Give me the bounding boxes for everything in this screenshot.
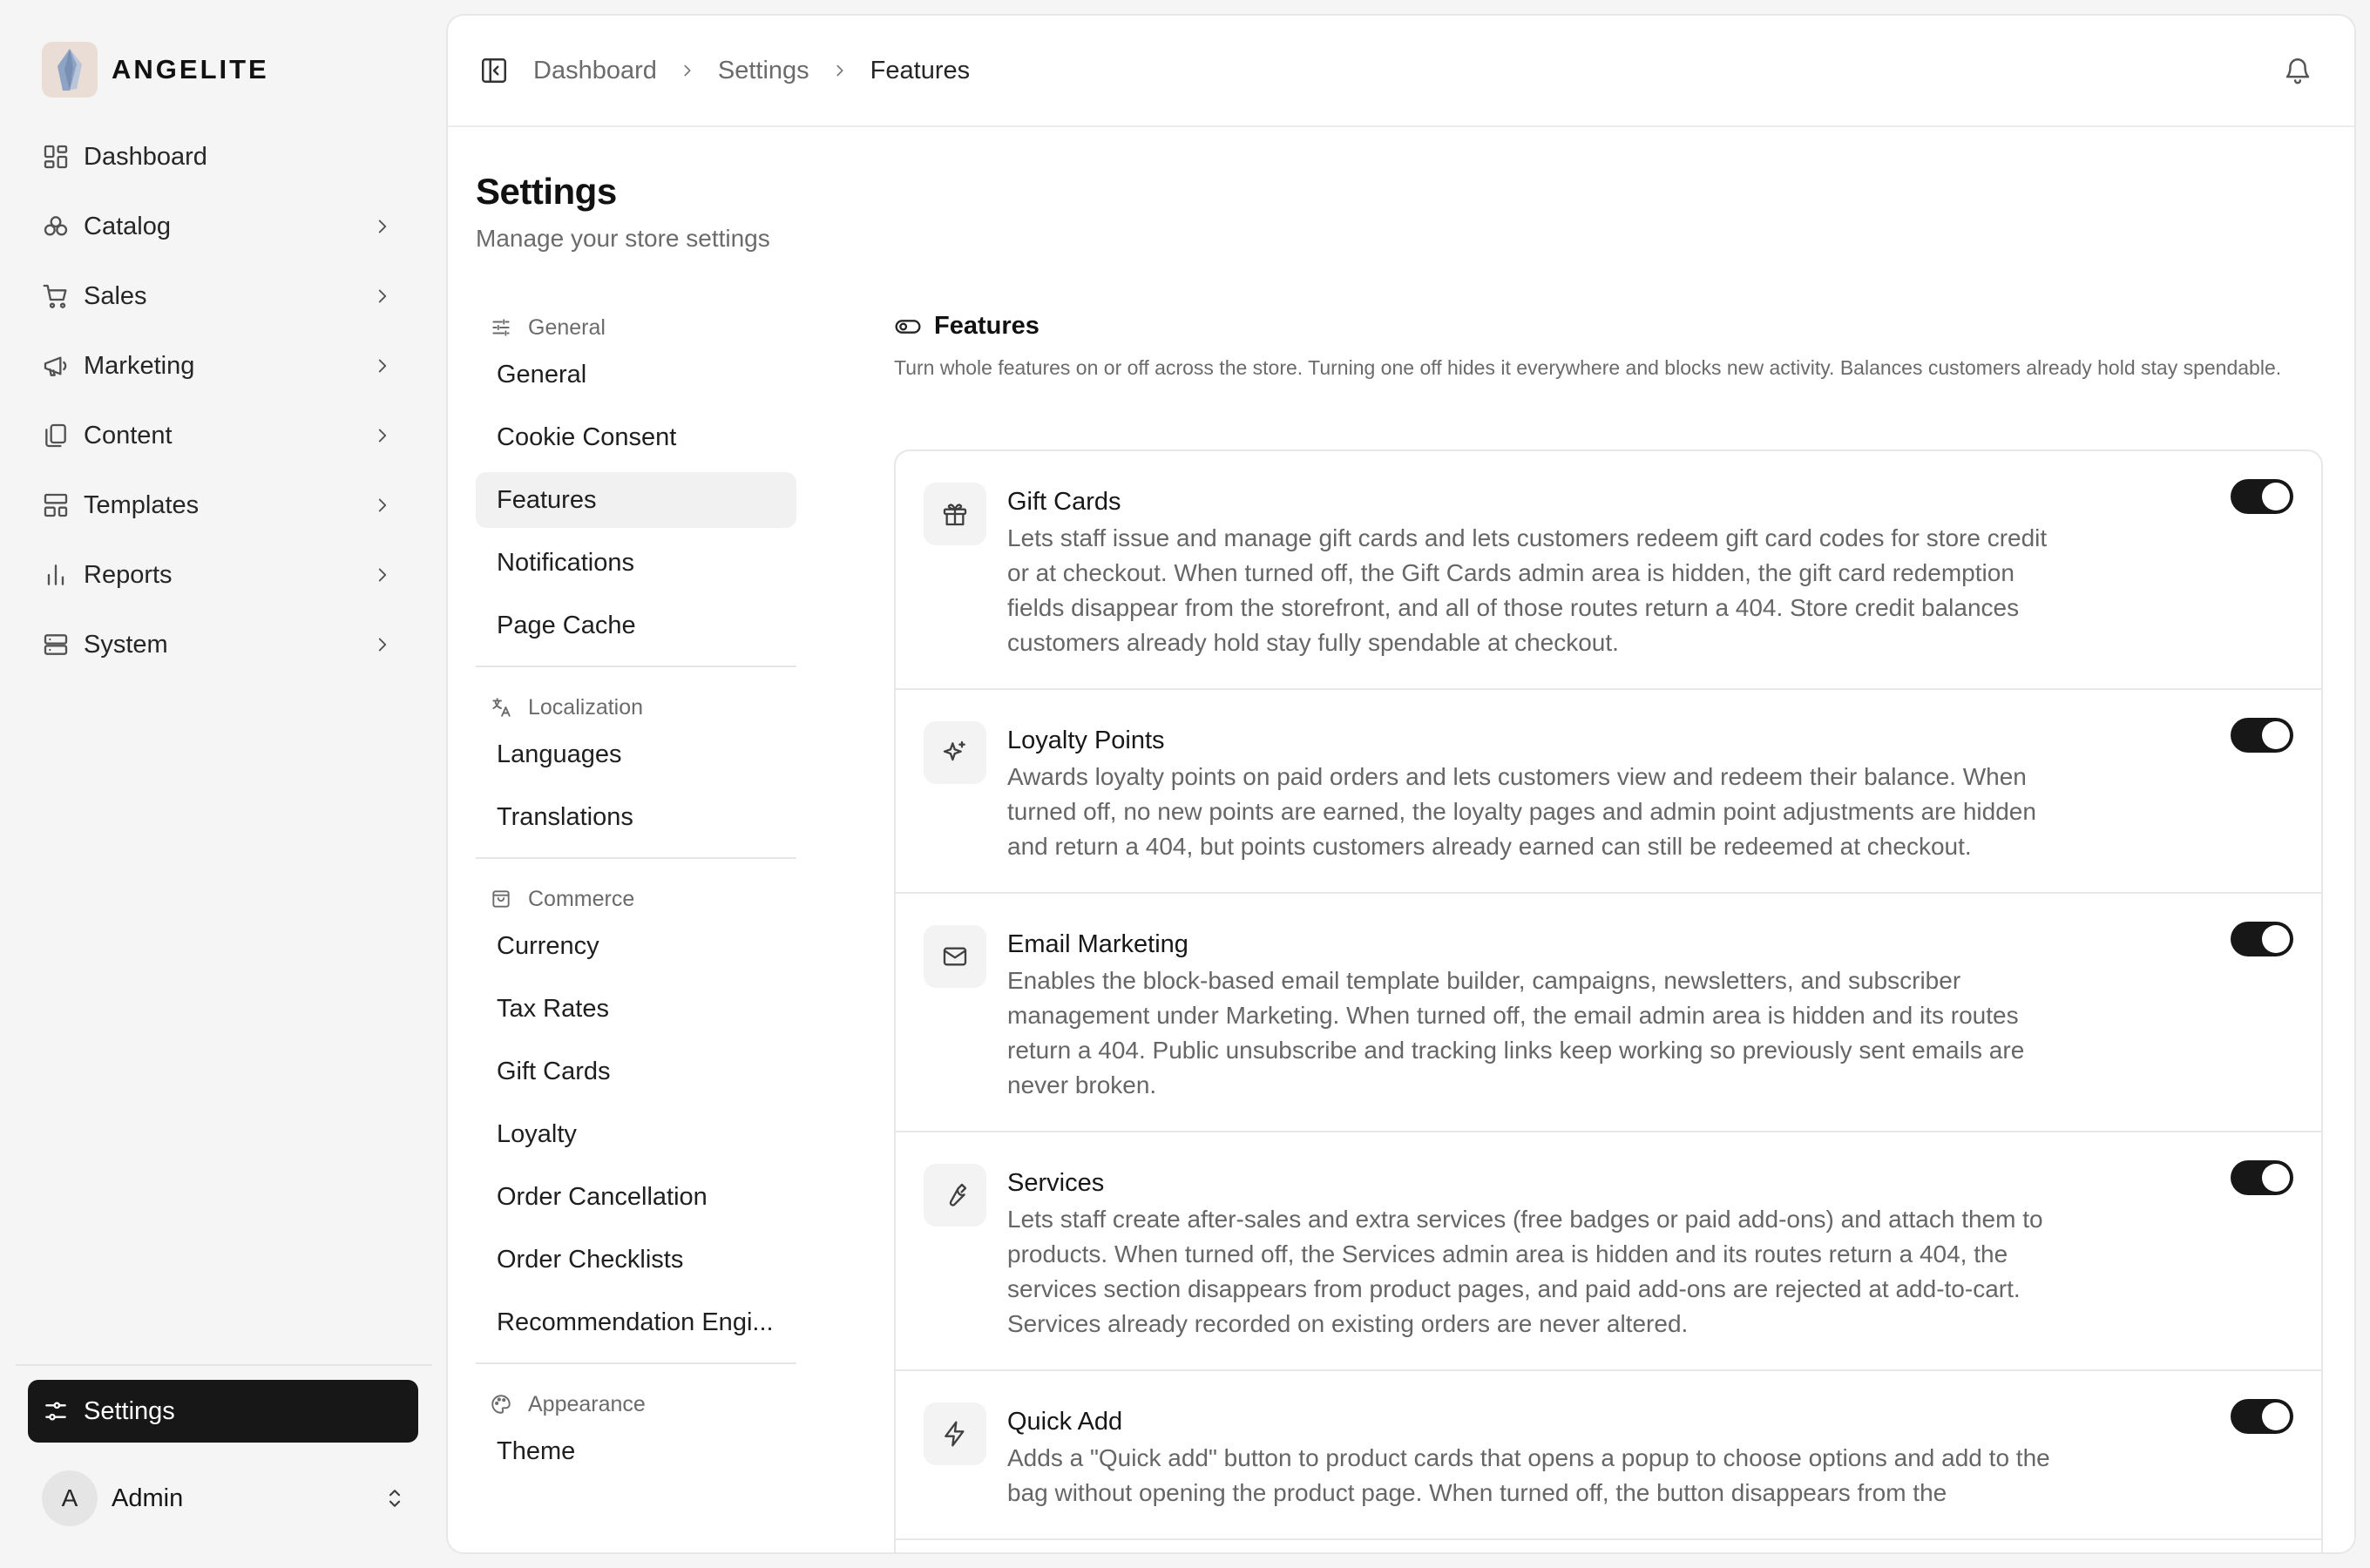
- page-subtitle: Manage your store settings: [476, 225, 770, 252]
- settings-nav-theme[interactable]: Theme: [497, 1436, 576, 1465]
- services-toggle[interactable]: [2231, 1160, 2293, 1195]
- group-heading-commerce: [476, 880, 796, 918]
- nav-item-dashboard[interactable]: [28, 122, 418, 192]
- card-title: Email Marketing: [1007, 930, 1188, 958]
- nav-label: Reports: [84, 560, 173, 589]
- bell-icon[interactable]: [2283, 56, 2312, 85]
- card-description: Lets staff create after-sales and extra services (free badges or paid add-ons) and attach them to products. When turned off, the Services admin area is hidden and its routes return a 404, the services section disappears from product pages, and paid add-ons are rejected at add-to-cart. Services already recorded on existing orders are never altered.: [1007, 1206, 2043, 1337]
- features-title: Features: [934, 312, 1039, 340]
- main-panel: [446, 14, 2356, 1554]
- card-title: Services: [1007, 1169, 1105, 1197]
- quick-add-toggle[interactable]: [2231, 1399, 2293, 1434]
- card-icon-box: [924, 721, 986, 784]
- reports-icon: [42, 561, 70, 589]
- user-name: Admin: [112, 1484, 184, 1512]
- settings-nav-gift-cards[interactable]: Gift Cards: [497, 1057, 611, 1085]
- settings-nav-page-cache[interactable]: Page Cache: [497, 611, 636, 639]
- sidebar-divider: [16, 1364, 432, 1366]
- group-heading-label: Localization: [528, 694, 644, 720]
- group-heading-localization: [476, 688, 796, 727]
- toggle-knob: [2262, 721, 2290, 749]
- palette-icon: [490, 1393, 512, 1416]
- breadcrumb: [533, 57, 970, 85]
- sliders-icon: [490, 316, 512, 339]
- wrench-icon: [941, 1181, 969, 1209]
- email-marketing-toggle[interactable]: [2231, 922, 2293, 956]
- breadcrumb-features: Features: [870, 56, 971, 84]
- settings-nav-order-checklists[interactable]: Order Checklists: [497, 1245, 684, 1274]
- avatar: A: [42, 1470, 98, 1526]
- divider: [476, 1362, 796, 1364]
- card-icon-box: [924, 925, 986, 988]
- loyalty-points-toggle[interactable]: [2231, 718, 2293, 753]
- feature-card-services: [896, 1132, 2321, 1371]
- mail-icon: [941, 943, 969, 970]
- settings-nav-translations[interactable]: Translations: [497, 802, 633, 831]
- nav-item-settings[interactable]: [28, 1380, 418, 1443]
- card-icon-box: [924, 1402, 986, 1465]
- chevron-right-icon: [371, 564, 394, 586]
- nav-label: Marketing: [84, 351, 195, 380]
- nav-item-system[interactable]: [28, 610, 418, 679]
- nav-item-templates[interactable]: [28, 470, 418, 540]
- settings-nav-loyalty[interactable]: Loyalty: [497, 1119, 577, 1148]
- group-heading-label: General: [528, 314, 606, 340]
- brand-logo: [42, 42, 98, 98]
- page-title: Settings: [476, 171, 617, 212]
- group-heading-label: Appearance: [528, 1391, 646, 1416]
- nav-label: Templates: [84, 490, 200, 519]
- toggle-knob: [2262, 1164, 2290, 1192]
- templates-icon: [42, 491, 70, 519]
- feature-card-loyalty-points: [896, 690, 2321, 894]
- card-icon-box: [924, 483, 986, 545]
- card-title: Gift Cards: [1007, 488, 1121, 516]
- toggle-knob: [2262, 1402, 2290, 1430]
- gift-cards-toggle[interactable]: [2231, 479, 2293, 514]
- settings-nav: [476, 308, 796, 1486]
- topbar: [448, 16, 2354, 127]
- nav-item-reports[interactable]: [28, 540, 418, 610]
- content-icon: [42, 422, 70, 449]
- divider: [476, 857, 796, 859]
- feature-card-email-marketing: [896, 894, 2321, 1132]
- chevron-right-icon: [371, 633, 394, 656]
- chevron-right-icon: [678, 61, 697, 80]
- user-menu[interactable]: [42, 1470, 408, 1526]
- nav-item-content[interactable]: [28, 401, 418, 470]
- settings-nav-notifications[interactable]: Notifications: [497, 548, 634, 577]
- system-icon: [42, 631, 70, 659]
- chevron-right-icon: [371, 494, 394, 517]
- dashboard-icon: [42, 143, 70, 171]
- card-description: Enables the block-based email template builder, campaigns, newsletters, and subscriber management under Marketing. When turned off, the email admin area is hidden and its routes return a 404. Public unsubscribe and tracking links keep working so previously sent emails are never broken.: [1007, 967, 2025, 1098]
- settings-sliders-icon: [42, 1397, 70, 1425]
- breadcrumb-dashboard[interactable]: Dashboard: [533, 56, 657, 84]
- chevrons-up-down-icon: [382, 1485, 408, 1511]
- sidebar-toggle-icon[interactable]: [479, 56, 509, 85]
- features-description: Turn whole features on or off across the store. Turning one off hides it everywhere and blocks new activity. Balances customers already hold stay spendable.: [894, 356, 2282, 379]
- gift-icon: [941, 500, 969, 528]
- chevron-right-icon: [830, 61, 850, 80]
- brand[interactable]: [42, 42, 269, 98]
- nav-item-sales[interactable]: [28, 261, 418, 331]
- settings-nav-languages[interactable]: Languages: [497, 740, 622, 768]
- nav-label: Dashboard: [84, 142, 207, 171]
- settings-nav-order-cancellation[interactable]: Order Cancellation: [497, 1182, 708, 1211]
- group-heading-general: [476, 308, 796, 347]
- card-title: Loyalty Points: [1007, 727, 1165, 754]
- nav-label: Settings: [84, 1396, 175, 1425]
- translate-icon: [490, 696, 512, 719]
- card-description: Awards loyalty points on paid orders and lets customers view and redeem their balance. When turned off, no new points are earned, the loyalty pages and admin point adjustments are hidden and return a 404, but points customers already earned can still be redeemed at checkout.: [1007, 763, 2036, 860]
- chevron-right-icon: [371, 285, 394, 308]
- nav-item-marketing[interactable]: [28, 331, 418, 401]
- main-nav: [28, 122, 418, 679]
- nav-label: Catalog: [84, 212, 171, 240]
- feature-card-quick-add: [896, 1371, 2321, 1540]
- group-heading-label: Commerce: [528, 886, 635, 911]
- chevron-right-icon: [371, 355, 394, 377]
- toggle-icon: [894, 313, 922, 341]
- crystal-logo-icon: [51, 47, 89, 92]
- nav-label: Content: [84, 421, 173, 449]
- nav-label: Sales: [84, 281, 147, 310]
- toggle-knob: [2262, 925, 2290, 953]
- settings-nav-features[interactable]: Features: [476, 472, 796, 528]
- card-icon-box: [924, 1164, 986, 1227]
- chevron-right-icon: [371, 424, 394, 447]
- breadcrumb-settings[interactable]: Settings: [717, 56, 809, 84]
- settings-nav-currency[interactable]: Currency: [497, 931, 599, 960]
- megaphone-icon: [42, 352, 70, 380]
- lightning-icon: [941, 1420, 969, 1448]
- card-title: Quick Add: [1007, 1408, 1123, 1436]
- toggle-knob: [2262, 483, 2290, 510]
- nav-label: System: [84, 630, 168, 659]
- nav-item-catalog[interactable]: [28, 192, 418, 261]
- app-sidebar: [0, 0, 436, 1568]
- card-description: Lets staff issue and manage gift cards and lets customers redeem gift card codes for store credit or at checkout. When turned off, the Gift Cards admin area is hidden, the gift card redemption fields disappear from the storefront, and all of those routes return a 404. Store credit balances customers already hold stay fully spendable at checkout.: [1007, 524, 2048, 656]
- features-heading: [894, 312, 1039, 341]
- group-heading-appearance: [476, 1385, 796, 1423]
- settings-nav-tax-rates[interactable]: Tax Rates: [497, 994, 609, 1023]
- settings-nav-general[interactable]: General: [497, 360, 587, 389]
- catalog-icon: [42, 213, 70, 240]
- feature-card-gift-cards: [896, 451, 2321, 690]
- settings-nav-recommendation-engine[interactable]: Recommendation Engi...: [497, 1308, 774, 1336]
- sparkles-icon: [941, 739, 969, 767]
- card-description: Adds a "Quick add" button to product cards that opens a popup to choose options and add to the bag without opening the product page. When turned off, the button disappears from the: [1007, 1444, 2050, 1506]
- cart-icon: [42, 282, 70, 310]
- bag-icon: [490, 888, 512, 910]
- chevron-right-icon: [371, 215, 394, 238]
- brand-name: ANGELITE: [112, 54, 269, 84]
- settings-nav-cookie-consent[interactable]: Cookie Consent: [497, 422, 677, 451]
- divider: [476, 666, 796, 667]
- feature-cards: [894, 449, 2323, 1554]
